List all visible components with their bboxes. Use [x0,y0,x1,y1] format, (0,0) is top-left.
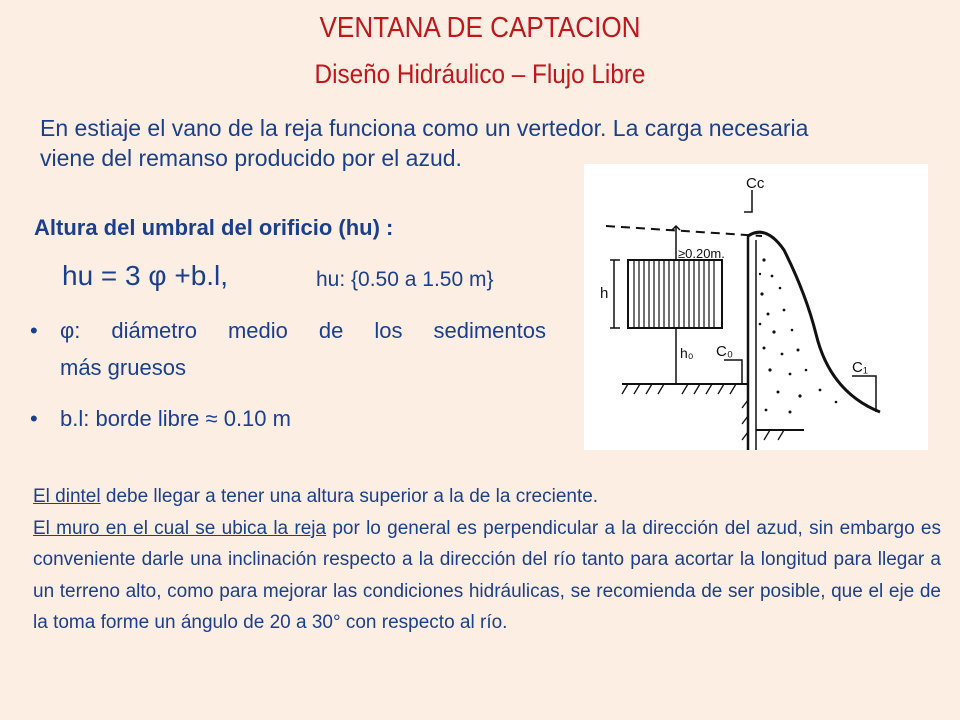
dintel-paragraph [33,481,941,513]
dintel-term: El dintel [33,486,101,507]
dintel-text: debe llegar a tener una altura superior a la de la creciente. [100,486,599,507]
wall-text: por lo general es perpendicular a la dirección del azud, sin embargo es conveniente darle una inclinación respecto a la dirección del río tanto para acortar la longitud para llegar a un terreno alto, como para mejorar las condiciones hidráulicas, se recomienda de ser posible, que el eje de la toma forme un ángulo de 20 a 30° con respecto al río. [33,517,941,633]
crest-leader-line [744,190,752,212]
wall-paragraph [33,513,941,639]
bullet-freeboard: b.l: borde libre ≈ 0.10 m [60,406,291,431]
label-clearance: ≥0.20m. [678,246,725,261]
label-c1: C₁ [852,359,868,376]
slide-title: VENTANA DE CAPTACION [319,12,641,44]
section-heading: Altura del umbral del orificio (hu) : [34,215,394,240]
label-h: h [600,285,609,302]
ground-hatching [622,384,784,440]
h-dimension [610,260,620,328]
intro-line-1: En estiaje el vano de la reja funciona como un vertedor. La carga necesaria [40,115,809,141]
label-crest: Cc [746,175,765,192]
intake-diagram-svg [584,164,928,450]
bullet-phi-line-1: φ: diámetro medio de los sedimentos [60,318,546,343]
formula: hu = 3 φ +b.l, [62,260,229,291]
water-level-dashed-line [606,226,762,236]
label-h0: h₀ [680,345,694,361]
intake-diagram [584,164,928,450]
label-c0: C₀ [716,343,734,360]
bullet-phi-line-2: más gruesos [60,355,186,380]
c1-leader-line [852,376,876,412]
intro-line-2: viene del remanso producido por el azud. [40,145,462,171]
c0-leader-line [724,360,742,384]
grate-bars [634,260,714,328]
wall-term: El muro en el cual se ubica la reja [33,517,327,539]
grate-box [628,260,722,328]
formula-range: hu: {0.50 a 1.50 m} [316,268,494,291]
slide-subtitle: Diseño Hidráulico – Flujo Libre [314,59,646,89]
bottom-text [33,481,941,639]
ogee-profile [748,232,880,412]
bullet-marker: • [30,318,38,343]
bullet-marker: • [30,406,38,431]
